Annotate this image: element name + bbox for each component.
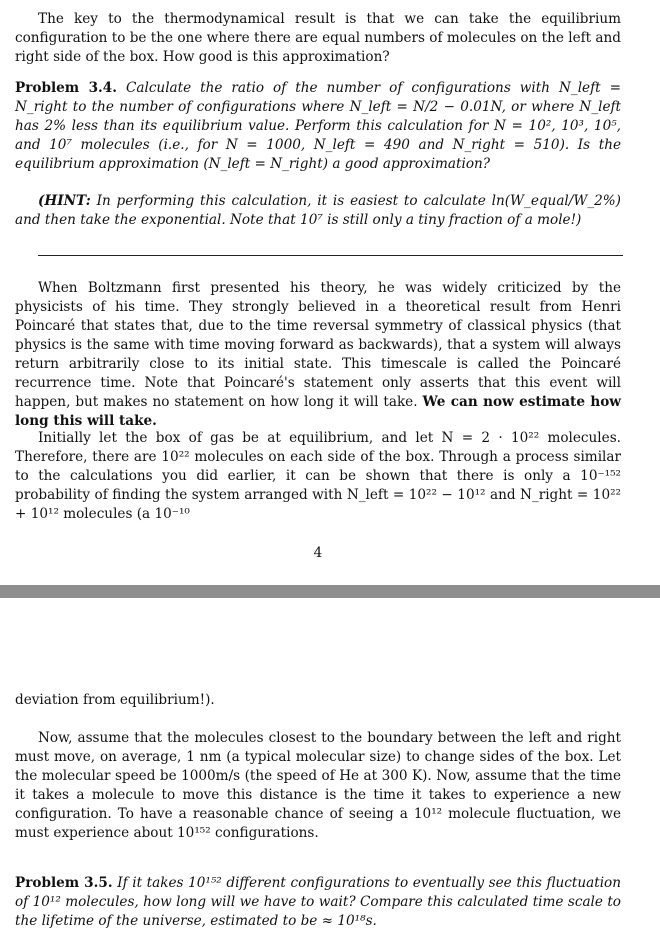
hint-label: (HINT: [38, 193, 91, 209]
problem-3-5-text: If it takes 10¹⁵² different configurations to eventually see this fluctuation of 10¹² molecules, how long will we have to wait? Compare this calculated time scale to the lifetime of the universe, estimated to be ≈ 10¹⁸s. [15, 875, 621, 929]
initially-paragraph: Initially let the box of gas be at equilibrium, and let N = 2 · 10²² molecules. Therefore, there are 10²² molecules on each side of the box. Through a process similar to the calculations you did earlier, it can be shown that there is only a 10⁻¹⁵² probability of finding the system arranged with N_left = 10²² − 10¹² and N_right = 10²² + 10¹² molecules (a 10⁻¹⁰ [15, 430, 621, 522]
hint-paragraph [15, 192, 621, 230]
continuation-text: deviation from equilibrium!). [15, 692, 215, 708]
page-separator [0, 585, 660, 598]
problem-3-4 [15, 79, 621, 174]
intro-paragraph: The key to the thermodynamical result is that we can take the equilibrium configuration to be the one where there are equal numbers of molecules on the left and right side of the box. How good is this approximation? [15, 11, 621, 65]
boltzmann-text: When Boltzmann first presented his theory, he was widely criticized by the physicists of his time. They strongly believed in a theoretical result from Henri Poincaré that states that, due to the time reversal symmetry of classical physics (that physics is the same with time moving forward as backwards), that a system will always return arbitrarily close to its initial state. This timescale is called the Poincaré recurrence time. Note that Poincaré's statement only asserts that this event will happen, but makes no statement on how long it will take. [15, 280, 621, 410]
page-5 [0, 598, 660, 944]
problem-3-4-label: Problem 3.4. [15, 80, 117, 96]
problem-3-5-label: Problem 3.5. [15, 875, 113, 891]
problem-3-5 [15, 874, 621, 931]
section-divider [38, 255, 623, 256]
boltzmann-bold-text: We can now estimate how long this will take. [15, 394, 622, 429]
now-paragraph: Now, assume that the molecules closest to the boundary between the left and right must move, on average, 1 nm (a typical molecular size) to change sides of the box. Let the molecular speed be 1000m/s (the speed of He at 300 K). Now, assume that the time it takes a molecule to move this distance is the time it takes to experience a new configuration. To have a reasonable chance of seeing a 10¹² molecule fluctuation, we must experience about 10¹⁵² configurations. [15, 730, 621, 841]
problem-3-4-text: Calculate the ratio of the number of configurations with N_left = N_right to the number of configurations where N_left = N/2 − 0.01N, or where N_left has 2% less than its equilibrium value. Perform this calculation for N = 10², 10³, 10⁵, and 10⁷ molecules (i.e., for N = 1000, N_left = 490 and N_right = 510). Is the equilibrium approximation (N_left = N_right) a good approximation? [15, 80, 621, 172]
boltzmann-paragraph [15, 279, 621, 431]
hint-text: In performing this calculation, it is easiest to calculate ln(W_equal/W_2%) and then take the exponential. Note that 10⁷ is still only a tiny fraction of a mole!) [15, 193, 621, 228]
page-number: 4 [313, 545, 323, 561]
